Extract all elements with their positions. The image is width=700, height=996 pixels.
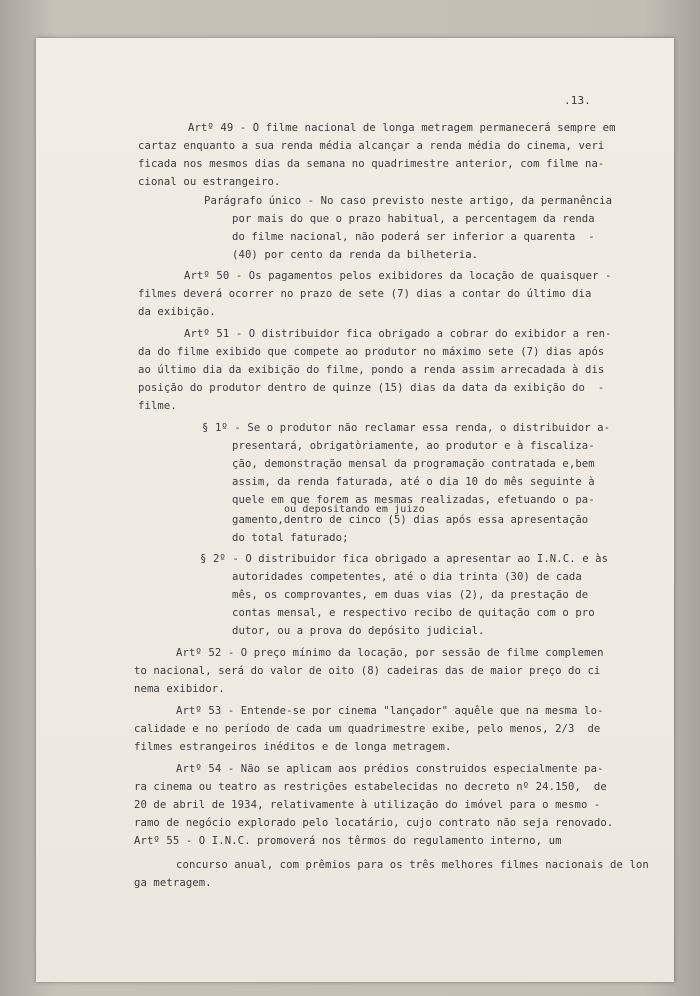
art-51-section-2-line-5: dutor, ou a prova do depósito judicial. <box>232 625 485 637</box>
page-number: .13. <box>564 94 591 107</box>
art-49-line-3: ficada nos mesmos dias da semana no quadrimestre anterior, com filme na- <box>138 158 605 170</box>
art-51-section-2-line-4: contas mensal, e respectivo recibo de quitação com o pro <box>232 607 595 619</box>
art-51-section-1-line-5: quele em que forem as mesmas realizadas, efetuando o pa- <box>232 494 595 506</box>
art-52-line-1: Artº 52 - O preço mínimo da locação, por sessão de filme complemen <box>176 647 604 659</box>
art-51-line-4: posição do produtor dentro de quinze (15) dias da data da exibição do - <box>138 382 605 394</box>
art-55-line-1: concurso anual, com prêmios para os três melhores filmes nacionais de lon <box>176 859 649 871</box>
art-51-section-2-line-3: mês, os comprovantes, em duas vias (2), da prestação de <box>232 589 589 601</box>
art-53-line-1: Artº 53 - Entende-se por cinema "lançador" aquêle que na mesma lo- <box>176 705 604 717</box>
art-49-line-4: cional ou estrangeiro. <box>138 176 281 188</box>
art-54-line-2: ra cinema ou teatro as restrições estabelecidas no decreto nº 24.150, de <box>134 781 607 793</box>
art-49-line-1: Artº 49 - O filme nacional de longa metragem permanecerá sempre em <box>188 122 616 134</box>
art-51-line-5: filme. <box>138 400 177 412</box>
art-51-section-2-line-2: autoridades competentes, até o dia trinta (30) de cada <box>232 571 582 583</box>
art-51-section-1-interlinear-insert: ou depositando em juizo <box>284 504 425 515</box>
art-51-section-1-line-3: ção, demonstração mensal da programação contratada e,bem <box>232 458 595 470</box>
art-49-paragraph-line-2: por mais do que o prazo habitual, a percentagem da renda <box>232 213 595 225</box>
art-51-section-2-line-1: § 2º - O distribuidor fica obrigado a apresentar ao I.N.C. e às <box>200 553 609 565</box>
art-54-line-4: ramo de negócio explorado pelo locatário, cujo contrato não seja renovado. <box>134 817 614 829</box>
art-50-line-2: filmes deverá ocorrer no prazo de sete (7) dias a contar do último dia <box>138 288 592 300</box>
art-54-line-1: Artº 54 - Não se aplicam aos prédios construidos especialmente pa- <box>176 763 604 775</box>
art-51-line-2: da do filme exibido que compete ao produtor no máximo sete (7) dias após <box>138 346 605 358</box>
art-49-line-2: cartaz enquanto a sua renda média alcançar a renda média do cinema, veri <box>138 140 605 152</box>
art-51-line-3: ao último dia da exibição do filme, pondo a renda assim arrecadada à dis <box>138 364 605 376</box>
art-53-line-2: calidade e no período de cada um quadrimestre exibe, pelo menos, 2/3 de <box>134 723 601 735</box>
art-52-line-3: nema exibidor. <box>134 683 225 695</box>
art-50-line-3: da exibição. <box>138 306 216 318</box>
art-55-line-2: ga metragem. <box>134 877 212 889</box>
art-51-section-1-line-1: § 1º - Se o produtor não reclamar essa renda, o distribuidor a- <box>202 422 611 434</box>
art-54-line-5: Artº 55 - O I.N.C. promoverá nos têrmos do regulamento interno, um <box>134 835 562 847</box>
art-51-section-1-line-7: do total faturado; <box>232 532 349 544</box>
art-54-line-3: 20 de abril de 1934, relativamente à utilização do imóvel para o mesmo - <box>134 799 601 811</box>
art-50-line-1: Artº 50 - Os pagamentos pelos exibidores da locação de quaisquer - <box>184 270 612 282</box>
art-51-section-1-line-2: presentará, obrigatòriamente, ao produtor e à fiscaliza- <box>232 440 595 452</box>
art-51-section-1-line-4: assim, da renda faturada, até o dia 10 do mês seguinte à <box>232 476 595 488</box>
art-52-line-2: to nacional, será do valor de oito (8) cadeiras das de maior preço do ci <box>134 665 601 677</box>
art-49-paragraph-line-1: Parágrafo único - No caso previsto neste artigo, da permanência <box>204 195 613 207</box>
art-53-line-3: filmes estrangeiros inéditos e de longa metragem. <box>134 741 452 753</box>
art-49-paragraph-line-3: do filme nacional, não poderá ser inferior a quarenta - <box>232 231 595 243</box>
art-51-section-1-line-6: gamento,dentro de cinco (5) dias após essa apresentação <box>232 514 589 526</box>
typewritten-page <box>36 38 674 982</box>
art-51-line-1: Artº 51 - O distribuidor fica obrigado a cobrar do exibidor a ren- <box>184 328 612 340</box>
art-49-paragraph-line-4: (40) por cento da renda da bilheteria. <box>232 249 479 261</box>
